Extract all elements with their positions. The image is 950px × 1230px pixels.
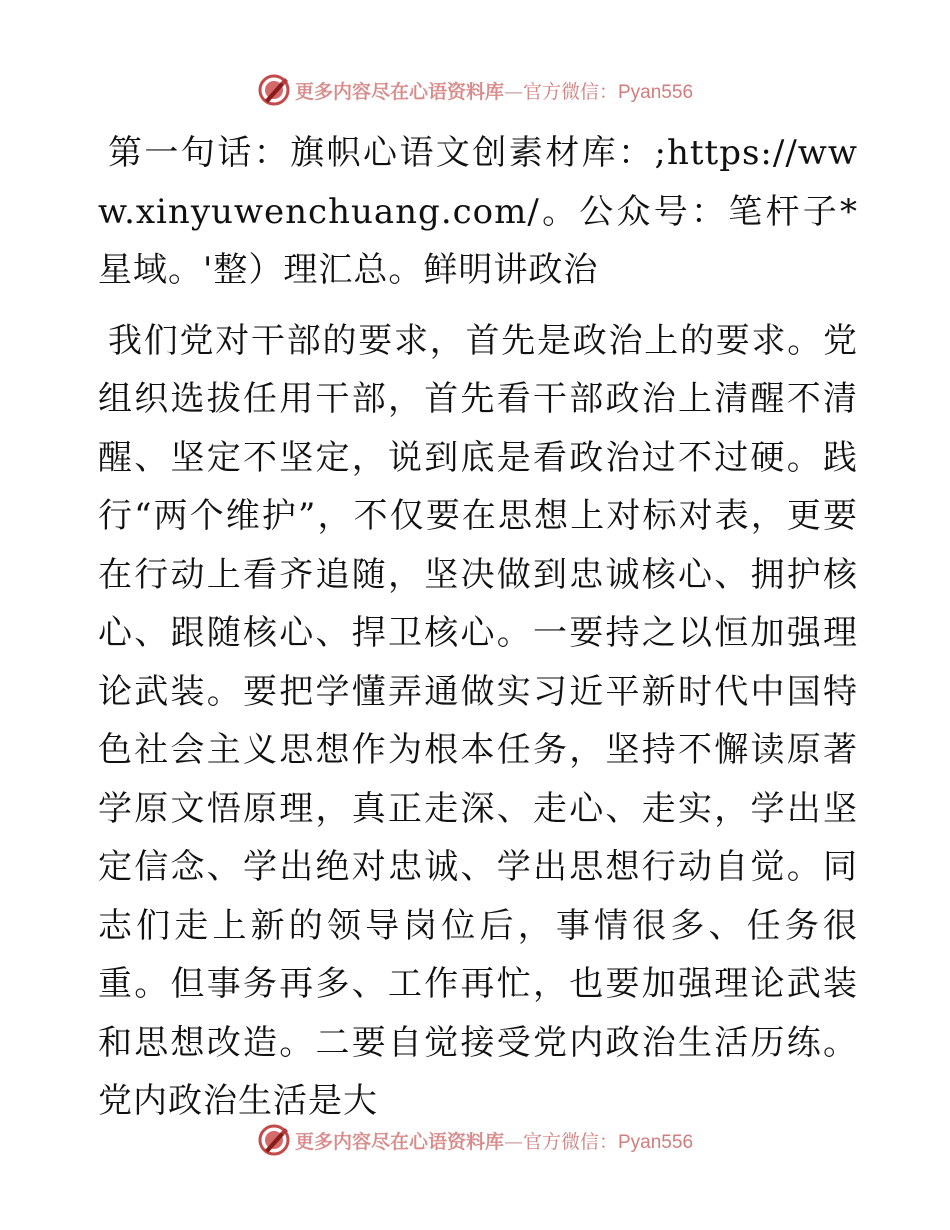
footer-banner-title: 更多内容尽在心语资料库 — [294, 1130, 504, 1153]
document-body — [98, 124, 858, 1131]
header-banner-separator: — — [504, 80, 523, 103]
seal-pen-logo-icon — [257, 1123, 291, 1157]
footer-banner-separator: — — [504, 1130, 523, 1153]
footer-banner-wechat: 官方微信：Pyan556 — [523, 1131, 694, 1153]
paragraph-main: 我们党对干部的要求，首先是政治上的要求。党组织选拔任用干部，首先看干部政治上清醒不清醒、坚定不坚定，说到底是看政治过不过硬。践行“两个维护”，不仅要在思想上对标对表，更要在行动上看齐追随，坚决做到忠诚核心、拥护核心、跟随核心、捍卫核心。一要持之以恒加强理论武装。要把学懂弄通做实习近平新时代中国特色社会主义思想作为根本任务，坚持不懈读原著学原文悟原理，真正走深、走心、走实，学出坚定信念、学出绝对忠诚、学出思想行动自觉。同志们走上新的领导岗位后，事情很多、任务很重。但事务再多、工作再忙，也要加强理论武装和思想改造。二要自觉接受党内政治生活历练。党内政治生活是大 — [98, 320, 858, 1121]
header-banner-wechat: 官方微信：Pyan556 — [523, 81, 694, 103]
header-banner — [0, 70, 950, 110]
header-banner-text — [295, 77, 693, 104]
seal-pen-logo-icon — [257, 73, 291, 107]
header-banner-title: 更多内容尽在心语资料库 — [294, 80, 504, 103]
footer-banner — [0, 1120, 950, 1160]
paragraph-intro: 第一句话：旗帜心语文创素材库：;https://www.xinyuwenchuang.com/。公众号：笔杆子*星域。'整）理汇总。鲜明讲政治 — [98, 133, 858, 290]
footer-banner-text — [295, 1127, 693, 1154]
